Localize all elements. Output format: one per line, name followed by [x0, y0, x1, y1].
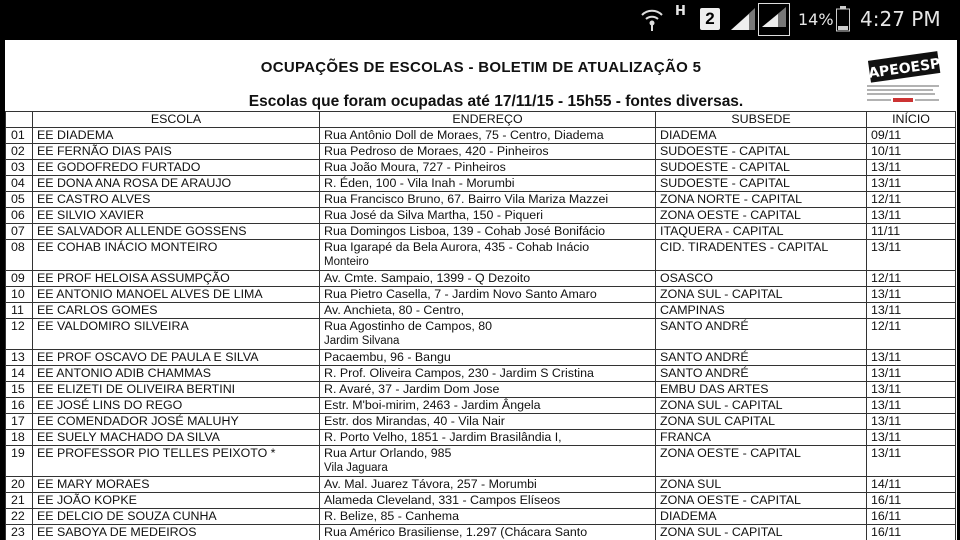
cell-escola: EE CARLOS GOMES [33, 303, 320, 319]
cell-subsede: DIADEMA [656, 509, 867, 525]
cell-escola: EE ANTONIO ADIB CHAMMAS [33, 366, 320, 382]
endereco-line: Av. Cmte. Sampaio, 1399 - Q Dezoito [324, 271, 531, 285]
table-row [6, 446, 956, 477]
cell-endereco [320, 382, 656, 398]
document-subtitle: Escolas que foram ocupadas até 17/11/15 - 15h55 - fontes diversas. [248, 93, 744, 110]
cell-inicio: 16/11 [867, 525, 956, 540]
cell-subsede: CAMPINAS [656, 303, 867, 319]
cell-subsede: ZONA SUL CAPITAL [656, 414, 867, 430]
table-row [6, 128, 956, 144]
cell-subsede: ZONA SUL - CAPITAL [656, 525, 867, 540]
cell-escola: EE JOSÉ LINS DO REGO [33, 398, 320, 414]
cell-inicio: 16/11 [867, 509, 956, 525]
cell-endereco [320, 144, 656, 160]
table-row [6, 525, 956, 540]
table-row [6, 398, 956, 414]
cell-subsede: SANTO ANDRÉ [656, 350, 867, 366]
endereco-line: Rua Agostinho de Campos, 80 [324, 319, 493, 333]
endereco-line: Av. Anchieta, 80 - Centro, [324, 303, 465, 317]
document-page [5, 40, 957, 540]
endereco-line: R. Porto Velho, 1851 - Jardim Brasilândia I, [324, 430, 562, 444]
table-row [6, 319, 956, 350]
cell-endereco [320, 176, 656, 192]
cell-endereco [320, 366, 656, 382]
cell-inicio: 13/11 [867, 398, 956, 414]
cell-endereco [320, 398, 656, 414]
cell-subsede: ITAQUERA - CAPITAL [656, 224, 867, 240]
cell-num: 09 [6, 271, 33, 287]
cell-escola: EE PROF HELOISA ASSUMPÇÃO [33, 271, 320, 287]
endereco-line: Av. Mal. Juarez Távora, 257 - Morumbi [324, 477, 537, 491]
battery-icon [836, 0, 850, 38]
endereco-line: R. Avaré, 37 - Jardim Dom Jose [324, 382, 500, 396]
cell-endereco [320, 525, 656, 540]
clock: 4:27 PM [860, 7, 941, 31]
endereco-line: R. Prof. Oliveira Campos, 230 - Jardim S Cristina [324, 366, 594, 380]
cell-inicio: 13/11 [867, 208, 956, 224]
cell-num: 08 [6, 240, 33, 271]
cell-inicio: 13/11 [867, 176, 956, 192]
cell-subsede: OSASCO [656, 271, 867, 287]
cell-inicio: 13/11 [867, 446, 956, 477]
cell-num: 16 [6, 398, 33, 414]
cell-subsede: ZONA OESTE - CAPITAL [656, 446, 867, 477]
status-bar [0, 0, 960, 38]
cell-num: 11 [6, 303, 33, 319]
cell-subsede: SANTO ANDRÉ [656, 366, 867, 382]
table-row [6, 509, 956, 525]
cell-subsede: ZONA SUL - CAPITAL [656, 287, 867, 303]
table-row [6, 414, 956, 430]
cell-num: 12 [6, 319, 33, 350]
table-row [6, 303, 956, 319]
table-row [6, 493, 956, 509]
sim-number: 2 [700, 8, 720, 30]
cell-endereco [320, 430, 656, 446]
endereco-line: R. Éden, 100 - Vila Inah - Morumbi [324, 176, 515, 190]
cell-escola: EE SABOYA DE MEDEIROS [33, 525, 320, 540]
cell-inicio: 12/11 [867, 192, 956, 208]
cell-escola: EE COMENDADOR JOSÉ MALUHY [33, 414, 320, 430]
endereco-line: Rua Pietro Casella, 7 - Jardim Novo Santo Amaro [324, 287, 597, 301]
cell-subsede: SUDOESTE - CAPITAL [656, 160, 867, 176]
cell-inicio: 16/11 [867, 493, 956, 509]
cell-endereco [320, 509, 656, 525]
cell-num: 02 [6, 144, 33, 160]
cell-subsede: SANTO ANDRÉ [656, 319, 867, 350]
cell-endereco [320, 446, 656, 477]
cell-endereco [320, 493, 656, 509]
endereco-line: Rua Américo Brasiliense, 1.297 (Chácara Santo [324, 525, 588, 539]
cell-endereco [320, 319, 656, 350]
cell-num: 13 [6, 350, 33, 366]
cell-escola: EE CASTRO ALVES [33, 192, 320, 208]
cell-inicio: 14/11 [867, 477, 956, 493]
svg-text:APEOESP: APEOESP [867, 55, 942, 82]
cell-endereco [320, 287, 656, 303]
cell-endereco [320, 224, 656, 240]
cell-inicio: 11/11 [867, 224, 956, 240]
cell-num: 01 [6, 128, 33, 144]
cell-escola: EE GODOFREDO FURTADO [33, 160, 320, 176]
cell-endereco [320, 160, 656, 176]
cell-endereco [320, 208, 656, 224]
cell-subsede: CID. TIRADENTES - CAPITAL [656, 240, 867, 271]
cell-escola: EE PROFESSOR PIO TELLES PEIXOTO * [33, 446, 320, 477]
cell-num: 15 [6, 382, 33, 398]
wifi-hotspot-icon [640, 0, 664, 38]
cell-escola: EE ANTONIO MANOEL ALVES DE LIMA [33, 287, 320, 303]
table-row [6, 224, 956, 240]
table-row [6, 192, 956, 208]
cell-num: 20 [6, 477, 33, 493]
table-row [6, 160, 956, 176]
cell-escola: EE SALVADOR ALLENDE GOSSENS [33, 224, 320, 240]
endereco-line: Rua João Moura, 727 - Pinheiros [324, 160, 506, 174]
cell-inicio: 13/11 [867, 382, 956, 398]
cell-num: 03 [6, 160, 33, 176]
cell-inicio: 13/11 [867, 414, 956, 430]
table-row [6, 382, 956, 398]
signal-bars-icon [730, 0, 756, 38]
cell-subsede: ZONA SUL [656, 477, 867, 493]
cell-endereco [320, 477, 656, 493]
col-header-endereco: ENDEREÇO [320, 112, 656, 128]
cell-endereco [320, 128, 656, 144]
cell-inicio: 12/11 [867, 319, 956, 350]
cell-inicio: 13/11 [867, 160, 956, 176]
endereco-line: Estr. dos Mirandas, 40 - Vila Nair [324, 414, 505, 428]
table-row [6, 144, 956, 160]
table-row [6, 350, 956, 366]
cell-subsede: ZONA SUL - CAPITAL [656, 398, 867, 414]
cell-escola: EE SUELY MACHADO DA SILVA [33, 430, 320, 446]
endereco-line: Rua Pedroso de Moraes, 420 - Pinheiros [324, 144, 549, 158]
endereco-line-2: Vila Jaguara [324, 462, 388, 474]
cell-escola: EE ELIZETI DE OLIVEIRA BERTINI [33, 382, 320, 398]
cell-num: 19 [6, 446, 33, 477]
endereco-line-2: Jardim Silvana [324, 335, 400, 347]
cell-num: 04 [6, 176, 33, 192]
cell-inicio: 13/11 [867, 303, 956, 319]
cell-subsede: SUDOESTE - CAPITAL [656, 176, 867, 192]
cell-escola: EE FERNÃO DIAS PAIS [33, 144, 320, 160]
endereco-line-2: Monteiro [324, 256, 369, 268]
occupations-table [5, 111, 956, 540]
endereco-line: Rua Domingos Lisboa, 139 - Cohab José Bonifácio [324, 224, 606, 238]
cell-escola: EE DIADEMA [33, 128, 320, 144]
document-title: OCUPAÇÕES DE ESCOLAS - BOLETIM DE ATUALIZAÇÃO 5 [260, 59, 702, 76]
cell-endereco [320, 414, 656, 430]
col-header-escola: ESCOLA [33, 112, 320, 128]
cell-escola: EE DELCIO DE SOUZA CUNHA [33, 509, 320, 525]
cell-inicio: 13/11 [867, 350, 956, 366]
endereco-line: Rua Artur Orlando, 985 [324, 446, 452, 460]
cell-inicio: 13/11 [867, 430, 956, 446]
cell-subsede: EMBU DAS ARTES [656, 382, 867, 398]
endereco-line: Rua Igarapé da Bela Aurora, 435 - Cohab Inácio [324, 240, 590, 254]
cell-subsede: DIADEMA [656, 128, 867, 144]
col-header-subsede: SUBSEDE [656, 112, 867, 128]
endereco-line: Rua José da Silva Martha, 150 - Piqueri [324, 208, 544, 222]
table-row [6, 208, 956, 224]
cell-num: 10 [6, 287, 33, 303]
cell-num: 06 [6, 208, 33, 224]
cell-escola: EE DONA ANA ROSA DE ARAUJO [33, 176, 320, 192]
table-row [6, 271, 956, 287]
table-row [6, 366, 956, 382]
cell-endereco [320, 271, 656, 287]
cell-subsede: ZONA NORTE - CAPITAL [656, 192, 867, 208]
apeoesp-logo [863, 48, 943, 108]
cell-num: 05 [6, 192, 33, 208]
cell-inicio: 10/11 [867, 144, 956, 160]
table-row [6, 477, 956, 493]
endereco-line: Estr. M'boi-mirim, 2463 - Jardim Ângela [324, 398, 541, 412]
table-header-row [6, 112, 956, 128]
endereco-line: Pacaembu, 96 - Bangu [324, 350, 451, 364]
cell-num: 21 [6, 493, 33, 509]
col-header-inicio: INÍCIO [867, 112, 956, 128]
cell-escola: EE JOÃO KOPKE [33, 493, 320, 509]
cell-subsede: SUDOESTE - CAPITAL [656, 144, 867, 160]
cell-num: 14 [6, 366, 33, 382]
cell-endereco [320, 240, 656, 271]
sim-badge [700, 0, 720, 38]
cell-endereco [320, 303, 656, 319]
cell-escola: EE MARY MORAES [33, 477, 320, 493]
table-row [6, 240, 956, 271]
endereco-line: R. Belize, 85 - Canhema [324, 509, 459, 523]
signal-bars-icon [758, 0, 790, 38]
table-row [6, 430, 956, 446]
endereco-line: Rua Antônio Doll de Moraes, 75 - Centro, Diadema [324, 128, 604, 142]
cell-inicio: 09/11 [867, 128, 956, 144]
table-row [6, 287, 956, 303]
cell-escola: EE SILVIO XAVIER [33, 208, 320, 224]
cell-inicio: 12/11 [867, 271, 956, 287]
endereco-line: Alameda Cleveland, 331 - Campos Elíseos [324, 493, 561, 507]
endereco-line: Rua Francisco Bruno, 67. Bairro Vila Mariza Mazzei [324, 192, 609, 206]
cell-num: 23 [6, 525, 33, 540]
col-header-num [6, 112, 33, 128]
cell-endereco [320, 192, 656, 208]
cell-escola: EE VALDOMIRO SILVEIRA [33, 319, 320, 350]
cell-subsede: FRANCA [656, 430, 867, 446]
cell-escola: EE PROF OSCAVO DE PAULA E SILVA [33, 350, 320, 366]
cell-inicio: 13/11 [867, 287, 956, 303]
cell-endereco [320, 350, 656, 366]
network-type-label: H [675, 3, 686, 19]
cell-num: 17 [6, 414, 33, 430]
cell-escola: EE COHAB INÁCIO MONTEIRO [33, 240, 320, 271]
cell-subsede: ZONA OESTE - CAPITAL [656, 493, 867, 509]
cell-subsede: ZONA OESTE - CAPITAL [656, 208, 867, 224]
cell-num: 07 [6, 224, 33, 240]
battery-percent: 14% [798, 9, 834, 29]
cell-inicio: 13/11 [867, 366, 956, 382]
cell-inicio: 13/11 [867, 240, 956, 271]
cell-num: 22 [6, 509, 33, 525]
cell-num: 18 [6, 430, 33, 446]
table-row [6, 176, 956, 192]
